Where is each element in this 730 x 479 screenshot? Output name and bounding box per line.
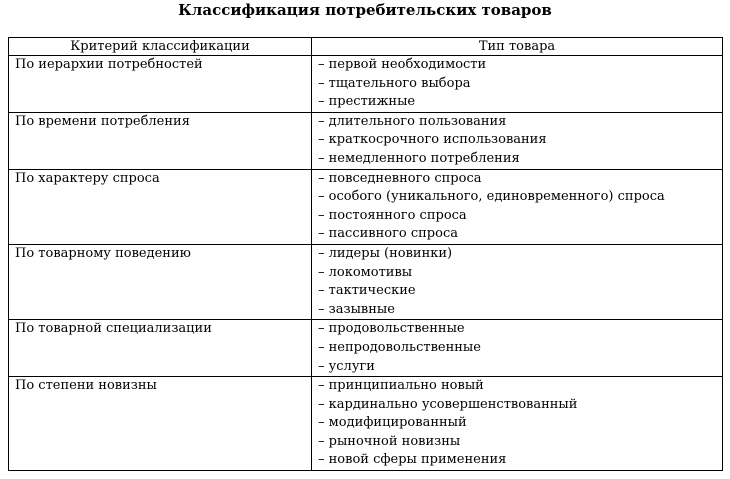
type-item: – новой сферы применения xyxy=(318,452,507,468)
criterion-cell: По времени потребления xyxy=(9,112,312,169)
criterion-cell: По степени новизны xyxy=(9,377,312,471)
type-item: – повседневного спроса xyxy=(318,170,482,186)
type-item: – пассивного спроса xyxy=(318,226,458,242)
type-item: – локомотивы xyxy=(318,264,413,280)
types-cell xyxy=(312,244,723,319)
type-item: – престижные xyxy=(318,94,416,110)
type-item: – тщательного выбора xyxy=(318,75,471,91)
type-item: – немедленного потребления xyxy=(318,150,520,166)
table-row xyxy=(9,112,723,169)
types-cell xyxy=(312,56,723,113)
type-item: – тактические xyxy=(318,283,416,299)
type-item: – лидеры (новинки) xyxy=(318,245,453,261)
type-item: – кардинально усовершенствованный xyxy=(318,396,578,412)
type-item: – услуги xyxy=(318,358,375,374)
type-item: – постоянного спроса xyxy=(318,207,467,223)
type-item: – зазывные xyxy=(318,301,395,317)
header-product-type: Тип товара xyxy=(312,38,723,56)
table-header-row xyxy=(9,38,723,56)
table-row xyxy=(9,169,723,244)
type-item: – рыночной новизны xyxy=(318,433,461,449)
types-cell xyxy=(312,320,723,377)
classification-table xyxy=(8,37,723,471)
types-cell xyxy=(312,377,723,471)
type-item: – краткосрочного использования xyxy=(318,132,547,148)
table-row xyxy=(9,377,723,471)
criterion-cell: По товарной специализации xyxy=(9,320,312,377)
type-item: – особого (уникального, единовременного) спроса xyxy=(318,189,665,205)
table-row xyxy=(9,56,723,113)
header-criterion: Критерий классификации xyxy=(9,38,312,56)
types-cell xyxy=(312,169,723,244)
types-cell xyxy=(312,112,723,169)
type-item: – непродовольственные xyxy=(318,339,481,355)
table-row xyxy=(9,320,723,377)
type-item: – модифицированный xyxy=(318,415,467,431)
document-title: Классификация потребительских товаров xyxy=(178,1,552,19)
table-row xyxy=(9,244,723,319)
type-item: – длительного пользования xyxy=(318,113,507,129)
type-item: – продовольственные xyxy=(318,321,465,337)
type-item: – принципиально новый xyxy=(318,378,484,394)
type-item: – первой необходимости xyxy=(318,57,487,72)
criterion-cell: По иерархии потребностей xyxy=(9,56,312,113)
criterion-cell: По товарному поведению xyxy=(9,244,312,319)
criterion-cell: По характеру спроса xyxy=(9,169,312,244)
